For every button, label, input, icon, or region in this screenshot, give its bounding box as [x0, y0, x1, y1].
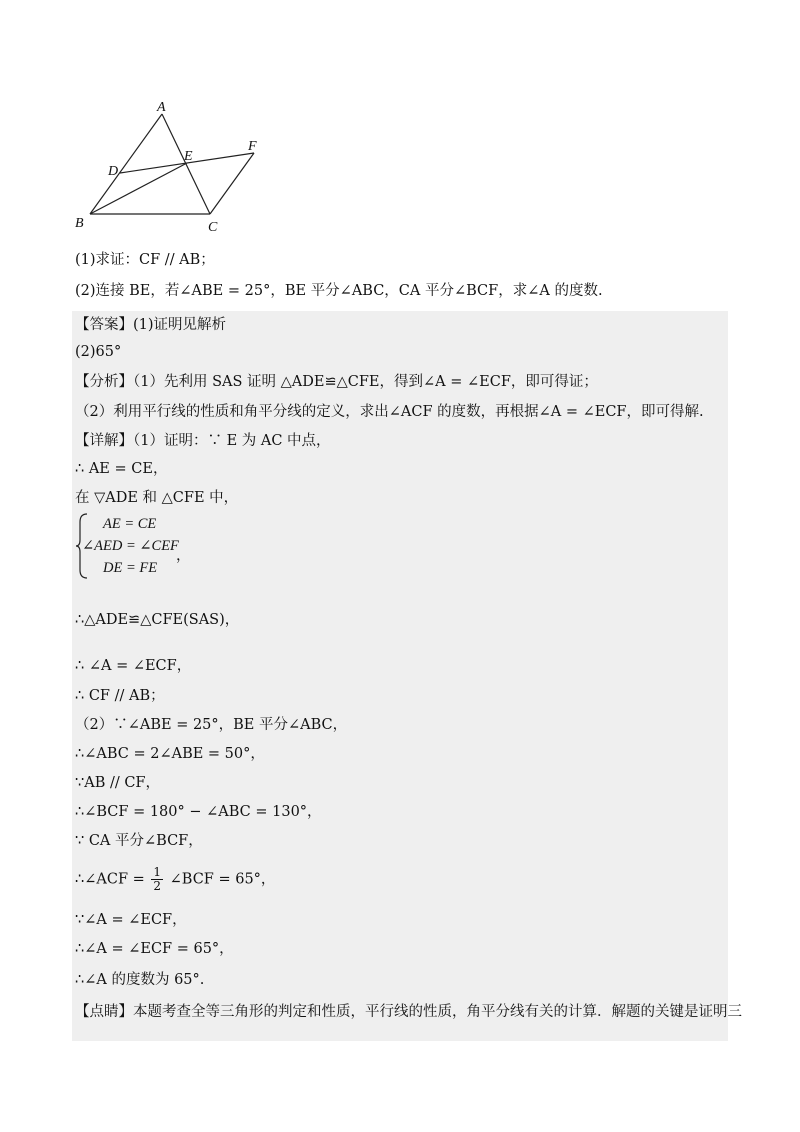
- answer-line-1: 【答案】(1)证明见解析: [75, 317, 227, 333]
- detail-part2-line-6: [75, 866, 275, 893]
- fraction-numerator: 1: [153, 865, 162, 879]
- question-part-1: (1)求证：CF // AB；: [75, 252, 215, 268]
- detail-part2-line-2: ∴∠ABC = 2∠ABE = 50°，: [75, 746, 265, 762]
- answer-line-2: (2)65°: [75, 344, 122, 360]
- fraction-one-half: [151, 866, 163, 893]
- detail-part2-line-7: ∵∠A = ∠ECF，: [75, 912, 187, 928]
- detail-intro: 【详解】（1）证明：∵ E 为 AC 中点，: [75, 433, 331, 449]
- detail-part2-line-8: ∴∠A = ∠ECF = 65°，: [75, 941, 234, 957]
- acf-lhs: ∴∠ACF =: [75, 871, 145, 888]
- detail-part2-line-1: （2）∵∠ABE = 25°，BE 平分∠ABC，: [75, 717, 348, 733]
- detail-congruent: ∴△ADE≌△CFE(SAS)，: [75, 612, 240, 628]
- label-B: B: [75, 216, 84, 231]
- analysis-line-1: 【分析】（1）先利用 SAS 证明 △ADE≌△CFE，得到∠A = ∠ECF，即可得证；: [75, 374, 598, 390]
- label-A: A: [157, 100, 166, 115]
- system-eq-3: DE = FE: [103, 560, 158, 576]
- detail-parallel: ∴ CF // AB；: [75, 688, 165, 704]
- acf-rhs: ∠BCF = 65°，: [169, 871, 276, 888]
- label-E: E: [184, 149, 193, 164]
- system-eq-1: AE = CE: [103, 516, 157, 532]
- detail-ae-ce: ∴ AE = CE，: [75, 461, 168, 477]
- detail-part2-line-9: ∴∠A 的度数为 65°.: [75, 972, 205, 988]
- question-part-2: (2)连接 BE，若∠ABE = 25°，BE 平分∠ABC，CA 平分∠BCF，求∠A 的度数.: [75, 283, 603, 299]
- system-eq-2: ∠AED = ∠CEF: [82, 538, 179, 554]
- segment-CF: [210, 153, 254, 214]
- label-C: C: [208, 220, 218, 235]
- label-D: D: [108, 164, 119, 179]
- detail-in-triangles: 在 ▽ADE 和 △CFE 中，: [75, 490, 239, 506]
- analysis-line-2: （2）利用平行线的性质和角平分线的定义，求出∠ACF 的度数，再根据∠A = ∠ECF，即可得解.: [75, 404, 704, 420]
- detail-part2-line-4: ∴∠BCF = 180° − ∠ABC = 130°，: [75, 804, 322, 820]
- detail-part2-line-3: ∵AB // CF，: [75, 775, 160, 791]
- comment-line-1: 【点睛】本题考查全等三角形的判定和性质，平行线的性质，角平分线有关的计算．解题的关键是证明三: [75, 1004, 742, 1020]
- segment-AB: [90, 114, 162, 214]
- system-comma: ，: [176, 548, 191, 564]
- label-F: F: [248, 139, 257, 154]
- geometry-figure: [70, 100, 270, 240]
- fraction-denominator: 2: [153, 879, 162, 893]
- detail-angle-equal: ∴ ∠A = ∠ECF，: [75, 658, 192, 674]
- detail-part2-line-5: ∵ CA 平分∠BCF，: [75, 833, 203, 849]
